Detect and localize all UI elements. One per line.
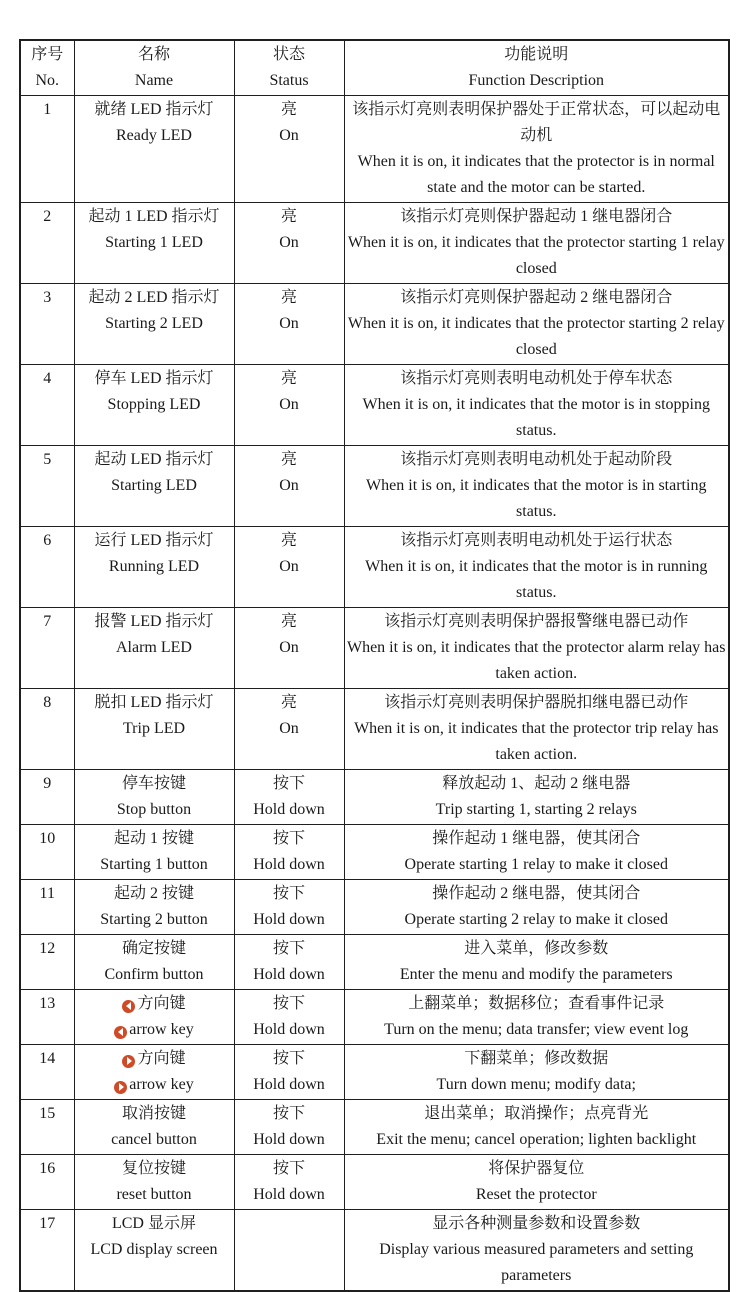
row-name-cell	[74, 1045, 234, 1100]
status-en: On	[279, 127, 299, 144]
status-en: On	[279, 639, 299, 656]
status-zh: 亮	[280, 208, 297, 225]
description-zh: 该指示灯亮则表明保护器处于正常状态，可以起动电动机	[352, 101, 721, 144]
status-zh: 按下	[272, 830, 305, 847]
status-zh: 亮	[280, 532, 297, 549]
name-en: Running LED	[108, 558, 200, 575]
name-line-zh	[77, 609, 232, 635]
name-line-en	[77, 907, 232, 933]
description-en: Turn down menu; modify data;	[436, 1076, 636, 1093]
name-en: Starting 2 button	[100, 911, 208, 928]
status-zh: 亮	[280, 613, 297, 630]
description-en: When it is on, it indicates that the protector starting 2 relay closed	[347, 315, 725, 358]
row-name-cell	[74, 365, 234, 446]
row-number-cell	[20, 990, 74, 1045]
row-status-cell	[234, 935, 344, 990]
row-description-cell	[344, 284, 729, 365]
status-en: Hold down	[253, 856, 325, 873]
name-en: arrow key	[129, 1021, 194, 1038]
row-name-cell	[74, 446, 234, 527]
row-name-cell	[74, 527, 234, 608]
name-zh: 脱扣 LED 指示灯	[94, 694, 214, 711]
name-en: Trip LED	[122, 720, 186, 737]
name-line-zh	[77, 881, 232, 907]
description-en: Trip starting 1, starting 2 relays	[435, 801, 637, 818]
name-zh: LCD 显示屏	[111, 1215, 196, 1232]
status-zh: 按下	[272, 1050, 305, 1067]
row-number-cell	[20, 96, 74, 203]
row-description-cell	[344, 1045, 729, 1100]
table-row	[20, 825, 729, 880]
status-zh: 按下	[272, 1160, 305, 1177]
name-line-en	[77, 473, 232, 499]
name-zh: 起动 2 按键	[113, 885, 194, 902]
row-number-cell	[20, 365, 74, 446]
name-line-en	[77, 1017, 232, 1043]
status-en: On	[279, 720, 299, 737]
header-name	[74, 40, 234, 96]
row-name-cell	[74, 1210, 234, 1292]
description-zh: 该指示灯亮则保护器起动 1 继电器闭合	[400, 208, 673, 225]
row-number-cell	[20, 284, 74, 365]
row-status-cell	[234, 1100, 344, 1155]
row-name-cell	[74, 284, 234, 365]
name-en: Ready LED	[116, 127, 192, 144]
status-zh: 亮	[280, 694, 297, 711]
name-line-en	[77, 123, 232, 149]
table-row	[20, 770, 729, 825]
status-zh: 亮	[280, 451, 297, 468]
name-en: Starting 1 button	[100, 856, 208, 873]
row-description-cell	[344, 1210, 729, 1292]
row-number: 4	[43, 370, 52, 387]
name-zh: 复位按键	[121, 1160, 186, 1177]
description-zh: 该指示灯亮则表明电动机处于运行状态	[400, 532, 673, 549]
name-line-zh	[77, 991, 232, 1017]
name-en: arrow key	[129, 1076, 194, 1093]
row-status-cell	[234, 990, 344, 1045]
row-status-cell	[234, 770, 344, 825]
description-en: Operate starting 1 relay to make it closed	[404, 856, 668, 873]
name-zh: 起动 1 LED 指示灯	[88, 208, 220, 225]
table-row	[20, 935, 729, 990]
description-zh: 操作起动 1 继电器，使其闭合	[432, 830, 641, 847]
description-en: Operate starting 2 relay to make it closed	[404, 911, 668, 928]
table-row	[20, 1100, 729, 1155]
status-zh: 按下	[272, 1105, 305, 1122]
row-number: 9	[43, 775, 52, 792]
row-number-cell	[20, 825, 74, 880]
description-zh: 进入菜单，修改参数	[464, 940, 609, 957]
row-number-cell	[20, 689, 74, 770]
row-status-cell	[234, 825, 344, 880]
description-zh: 该指示灯亮则保护器起动 2 继电器闭合	[400, 289, 673, 306]
description-zh: 该指示灯亮则表明保护器脱扣继电器已动作	[384, 694, 689, 711]
name-line-en	[77, 554, 232, 580]
table-row	[20, 1155, 729, 1210]
name-en: cancel button	[111, 1131, 197, 1148]
row-name-cell	[74, 96, 234, 203]
description-zh: 该指示灯亮则表明电动机处于起动阶段	[400, 451, 673, 468]
name-line-zh	[77, 1156, 232, 1182]
status-zh: 按下	[272, 885, 305, 902]
table-row	[20, 203, 729, 284]
name-line-zh	[77, 97, 232, 123]
row-number-cell	[20, 608, 74, 689]
header-no-en: No.	[35, 72, 60, 89]
row-number-cell	[20, 935, 74, 990]
table-header	[20, 40, 729, 96]
status-en: On	[279, 396, 299, 413]
description-en: Turn on the menu; data transfer; view event log	[384, 1021, 689, 1038]
row-description-cell	[344, 446, 729, 527]
name-en: LCD display screen	[90, 1241, 218, 1258]
description-zh: 操作起动 2 继电器，使其闭合	[432, 885, 641, 902]
row-number-cell	[20, 1100, 74, 1155]
row-status-cell	[234, 446, 344, 527]
name-line-en	[77, 852, 232, 878]
row-description-cell	[344, 990, 729, 1045]
row-number: 3	[43, 289, 52, 306]
name-zh: 取消按键	[121, 1105, 186, 1122]
description-en: When it is on, it indicates that the protector trip relay has taken action.	[354, 720, 719, 763]
row-status-cell	[234, 689, 344, 770]
row-number: 2	[43, 208, 52, 225]
name-line-en	[77, 635, 232, 661]
row-number: 17	[39, 1215, 56, 1232]
row-number-cell	[20, 1045, 74, 1100]
name-en: reset button	[116, 1186, 192, 1203]
name-en: Confirm button	[104, 966, 204, 983]
description-en: Exit the menu; cancel operation; lighten backlight	[376, 1131, 697, 1148]
description-en: Reset the protector	[475, 1186, 597, 1203]
status-zh: 亮	[280, 289, 297, 306]
right-arrow-icon	[122, 1055, 135, 1068]
status-en: Hold down	[253, 801, 325, 818]
row-name-cell	[74, 203, 234, 284]
description-zh: 释放起动 1、起动 2 继电器	[442, 775, 631, 792]
row-status-cell	[234, 1045, 344, 1100]
status-en: Hold down	[253, 1021, 325, 1038]
row-description-cell	[344, 1100, 729, 1155]
table-row	[20, 880, 729, 935]
status-zh: 按下	[272, 940, 305, 957]
name-line-zh	[77, 366, 232, 392]
name-zh: 起动 LED 指示灯	[94, 451, 214, 468]
status-en: On	[279, 315, 299, 332]
row-number: 13	[39, 995, 56, 1012]
row-number: 6	[43, 532, 52, 549]
row-name-cell	[74, 689, 234, 770]
status-en: Hold down	[253, 1076, 325, 1093]
description-zh: 将保护器复位	[488, 1160, 585, 1177]
status-zh: 按下	[272, 775, 305, 792]
name-en: Stopping LED	[107, 396, 201, 413]
description-zh: 下翻菜单；修改数据	[464, 1050, 609, 1067]
table-row	[20, 446, 729, 527]
name-line-zh	[77, 447, 232, 473]
status-zh: 亮	[280, 101, 297, 118]
row-number-cell	[20, 446, 74, 527]
name-zh: 起动 1 按键	[113, 830, 194, 847]
header-no	[20, 40, 74, 96]
description-en: When it is on, it indicates that the protector alarm relay has taken action.	[346, 639, 726, 682]
name-en: Alarm LED	[116, 639, 192, 656]
row-description-cell	[344, 96, 729, 203]
name-line-zh	[77, 204, 232, 230]
row-name-cell	[74, 608, 234, 689]
status-zh: 按下	[272, 995, 305, 1012]
row-name-cell	[74, 825, 234, 880]
status-en: Hold down	[253, 911, 325, 928]
description-en: Display various measured parameters and setting parameters	[379, 1241, 694, 1284]
table-row	[20, 1210, 729, 1292]
name-zh: 运行 LED 指示灯	[94, 532, 214, 549]
description-en: When it is on, it indicates that the motor is in starting status.	[366, 477, 707, 520]
status-en: On	[279, 234, 299, 251]
row-name-cell	[74, 1100, 234, 1155]
row-status-cell	[234, 527, 344, 608]
name-en: Starting 1 LED	[105, 234, 203, 251]
row-description-cell	[344, 770, 729, 825]
row-description-cell	[344, 935, 729, 990]
name-zh: 就绪 LED 指示灯	[94, 101, 214, 118]
row-name-cell	[74, 935, 234, 990]
row-status-cell	[234, 1155, 344, 1210]
row-number: 8	[43, 694, 52, 711]
row-number: 16	[39, 1160, 56, 1177]
name-zh: 停车按键	[121, 775, 186, 792]
header-description	[344, 40, 729, 96]
name-line-en	[77, 962, 232, 988]
name-en: Starting LED	[111, 477, 197, 494]
table-row	[20, 990, 729, 1045]
status-en: Hold down	[253, 1186, 325, 1203]
description-en: Enter the menu and modify the parameters	[399, 966, 673, 983]
header-row	[20, 40, 729, 96]
name-zh: 确定按键	[121, 940, 186, 957]
table-row	[20, 689, 729, 770]
description-zh: 退出菜单；取消操作；点亮背光	[424, 1105, 649, 1122]
name-line-zh	[77, 1101, 232, 1127]
status-en: Hold down	[253, 1131, 325, 1148]
function-description-table	[19, 39, 730, 1292]
row-description-cell	[344, 1155, 729, 1210]
row-description-cell	[344, 608, 729, 689]
row-description-cell	[344, 689, 729, 770]
name-line-en	[77, 392, 232, 418]
header-description-en: Function Description	[468, 72, 605, 89]
table-row	[20, 96, 729, 203]
table-row	[20, 608, 729, 689]
name-zh: 方向键	[137, 1050, 186, 1067]
header-no-zh: 序号	[31, 46, 64, 63]
left-arrow-icon	[114, 1026, 127, 1039]
row-number: 10	[39, 830, 56, 847]
row-name-cell	[74, 770, 234, 825]
row-status-cell	[234, 365, 344, 446]
row-number-cell	[20, 527, 74, 608]
header-status	[234, 40, 344, 96]
name-line-en	[77, 1127, 232, 1153]
header-description-zh: 功能说明	[504, 46, 569, 63]
header-name-en: Name	[134, 72, 174, 89]
row-number: 14	[39, 1050, 56, 1067]
name-zh: 报警 LED 指示灯	[94, 613, 214, 630]
name-line-zh	[77, 771, 232, 797]
row-status-cell	[234, 203, 344, 284]
row-number: 1	[43, 101, 52, 118]
name-line-en	[77, 716, 232, 742]
name-line-zh	[77, 528, 232, 554]
name-line-zh	[77, 826, 232, 852]
row-number: 5	[43, 451, 52, 468]
description-zh: 该指示灯亮则表明电动机处于停车状态	[400, 370, 673, 387]
name-line-en	[77, 1237, 232, 1263]
name-line-en	[77, 797, 232, 823]
row-number-cell	[20, 1210, 74, 1292]
row-description-cell	[344, 880, 729, 935]
name-line-en	[77, 311, 232, 337]
name-line-en	[77, 230, 232, 256]
description-en: When it is on, it indicates that the protector is in normal state and the motor can be started.	[357, 153, 715, 196]
name-en: Starting 2 LED	[105, 315, 203, 332]
row-status-cell	[234, 284, 344, 365]
row-name-cell	[74, 1155, 234, 1210]
header-name-zh: 名称	[137, 46, 170, 63]
row-description-cell	[344, 365, 729, 446]
left-arrow-icon	[122, 1000, 135, 1013]
name-line-en	[77, 1182, 232, 1208]
description-zh: 上翻菜单；数据移位；查看事件记录	[408, 995, 665, 1012]
row-status-cell	[234, 1210, 344, 1292]
row-name-cell	[74, 880, 234, 935]
header-status-zh: 状态	[272, 46, 305, 63]
row-status-cell	[234, 96, 344, 203]
row-number-cell	[20, 1155, 74, 1210]
description-zh: 该指示灯亮则表明保护器报警继电器已动作	[384, 613, 689, 630]
table-row	[20, 365, 729, 446]
row-description-cell	[344, 825, 729, 880]
description-en: When it is on, it indicates that the protector starting 1 relay closed	[347, 234, 725, 277]
name-en: Stop button	[116, 801, 192, 818]
right-arrow-icon	[114, 1081, 127, 1094]
status-en: On	[279, 477, 299, 494]
name-line-zh	[77, 936, 232, 962]
status-en: On	[279, 558, 299, 575]
header-status-en: Status	[269, 72, 309, 89]
description-en: When it is on, it indicates that the motor is in running status.	[365, 558, 708, 601]
row-description-cell	[344, 203, 729, 284]
name-line-zh	[77, 690, 232, 716]
row-status-cell	[234, 608, 344, 689]
name-zh: 停车 LED 指示灯	[94, 370, 214, 387]
row-number: 7	[43, 613, 52, 630]
row-number-cell	[20, 880, 74, 935]
row-number: 15	[39, 1105, 56, 1122]
name-line-zh	[77, 1211, 232, 1237]
description-zh: 显示各种测量参数和设置参数	[432, 1215, 641, 1232]
description-en: When it is on, it indicates that the motor is in stopping status.	[362, 396, 710, 439]
row-status-cell	[234, 880, 344, 935]
name-line-zh	[77, 1046, 232, 1072]
name-line-en	[77, 1072, 232, 1098]
row-description-cell	[344, 527, 729, 608]
name-zh: 起动 2 LED 指示灯	[88, 289, 220, 306]
row-number-cell	[20, 203, 74, 284]
table-row	[20, 1045, 729, 1100]
table-row	[20, 527, 729, 608]
row-name-cell	[74, 990, 234, 1045]
name-zh: 方向键	[137, 995, 186, 1012]
table-body	[20, 96, 729, 1292]
row-number-cell	[20, 770, 74, 825]
row-number: 11	[39, 885, 55, 902]
status-zh: 亮	[280, 370, 297, 387]
row-number: 12	[39, 940, 56, 957]
table-row	[20, 284, 729, 365]
name-line-zh	[77, 285, 232, 311]
status-en: Hold down	[253, 966, 325, 983]
